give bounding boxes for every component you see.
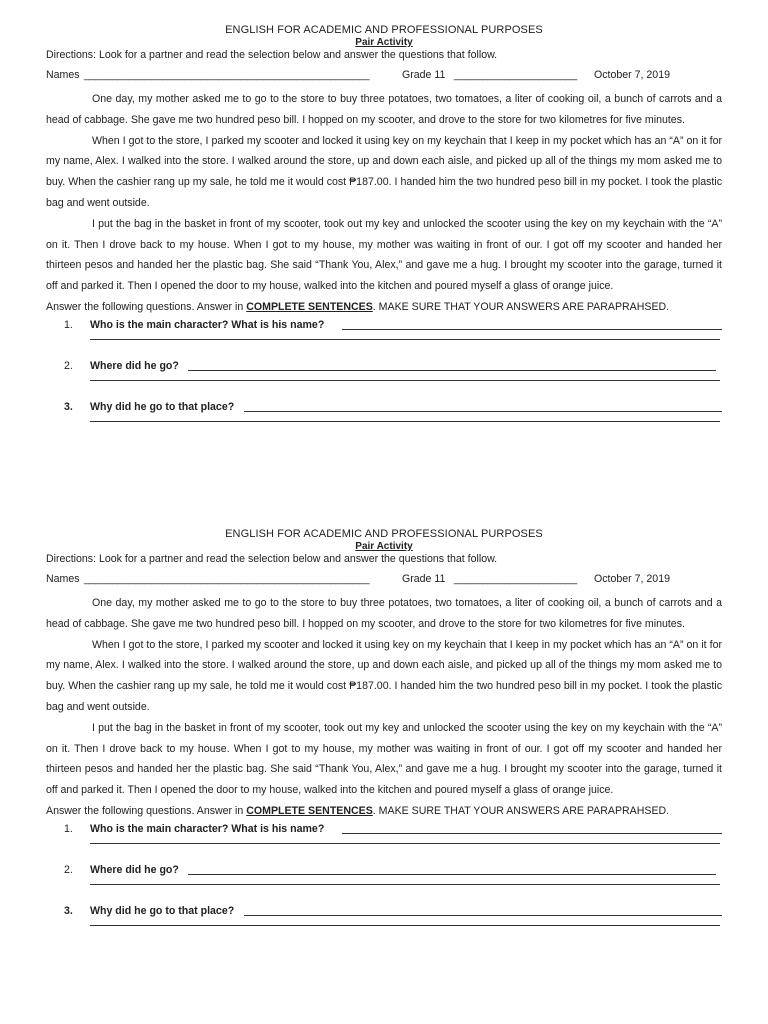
names-blank[interactable]: ___________________________________________________ xyxy=(84,69,370,81)
date-text: October 7, 2019 xyxy=(594,573,670,585)
question-item xyxy=(0,358,768,399)
story-text xyxy=(46,593,722,801)
answer-line[interactable] xyxy=(188,862,716,875)
question-item xyxy=(0,862,768,903)
worksheet-bottom xyxy=(0,528,768,944)
answer-line[interactable] xyxy=(90,925,720,926)
story-paragraph: One day, my mother asked me to go to the store to buy three potatoes, two tomatoes, a liter of cooking oil, a bunch of carrots and a head of cabbage. She gave me two hundred peso bill. I hopped on my scooter, and drove to the store for two kilometres for five minutes. xyxy=(46,597,722,630)
grade-label: Grade 11 xyxy=(402,573,446,585)
question-text: Who is the main character? What is his name? xyxy=(90,822,325,835)
names-label: Names xyxy=(46,573,80,585)
answer-line[interactable] xyxy=(90,339,720,340)
story-text xyxy=(46,89,722,297)
instructions-emphasis: COMPLETE SENTENCES xyxy=(246,804,373,817)
worksheet-subtitle: Pair Activity xyxy=(355,37,413,48)
question-text: Who is the main character? What is his name? xyxy=(90,318,325,331)
names-row xyxy=(0,69,768,89)
question-text: Why did he go to that place? xyxy=(90,904,235,917)
answer-line[interactable] xyxy=(90,421,720,422)
instructions-before: Answer the following questions. Answer in xyxy=(46,804,244,817)
instructions-after: . MAKE SURE THAT YOUR ANSWERS ARE PARAPRAHSED. xyxy=(372,804,670,817)
answer-line[interactable] xyxy=(342,317,722,330)
answer-line[interactable] xyxy=(90,380,720,381)
question-number: 1. xyxy=(64,822,73,835)
question-list xyxy=(0,821,768,944)
worksheet-subtitle: Pair Activity xyxy=(355,541,413,552)
answer-line[interactable] xyxy=(244,399,722,412)
question-number: 1. xyxy=(64,318,73,331)
question-item xyxy=(0,821,768,862)
names-blank[interactable]: ___________________________________________________ xyxy=(84,573,370,585)
question-item xyxy=(0,317,768,358)
answer-instructions xyxy=(46,298,768,317)
question-number: 2. xyxy=(64,359,73,372)
worksheet-title: ENGLISH FOR ACADEMIC AND PROFESSIONAL PURPOSES xyxy=(225,528,543,540)
question-list xyxy=(0,317,768,440)
worksheet-top xyxy=(0,24,768,440)
question-number: 3. xyxy=(64,904,73,917)
grade-blank[interactable]: ______________________ xyxy=(454,573,578,585)
answer-line[interactable] xyxy=(342,821,722,834)
story-paragraph: I put the bag in the basket in front of my scooter, took out my key and unlocked the scooter using the key on my keychain with the “A” on it. Then I drove back to my house. When I got to my house, my mother was waiting in front of our. I got off my scooter and handed her thirteen pesos and handed her the plastic bag. She said “Thank You, Alex,” and gave me a hug. I brought my scooter into the garage, turned it off and parked it. Then I opened the door to my house, walked into the kitchen and poured myself a glass of orange juice. xyxy=(46,217,722,293)
directions-text: Directions: Look for a partner and read the selection below and answer the questions that follow. xyxy=(46,49,498,61)
date-text: October 7, 2019 xyxy=(594,69,670,81)
answer-line[interactable] xyxy=(90,843,720,844)
question-item xyxy=(0,903,768,944)
answer-line[interactable] xyxy=(90,884,720,885)
worksheet-title: ENGLISH FOR ACADEMIC AND PROFESSIONAL PURPOSES xyxy=(225,24,543,36)
grade-label: Grade 11 xyxy=(402,69,446,81)
answer-line[interactable] xyxy=(188,358,716,371)
instructions-before: Answer the following questions. Answer in xyxy=(46,300,244,313)
question-text: Where did he go? xyxy=(90,863,179,876)
instructions-after: . MAKE SURE THAT YOUR ANSWERS ARE PARAPRAHSED. xyxy=(372,300,670,313)
story-paragraph: When I got to the store, I parked my scooter and locked it using key on my keychain that I keep in my pocket which has an “A” on it for my name, Alex. I walked into the store. I walked around the store, up and down each aisle, and picked up all of the things my mom asked me to buy. When the cashier rang up my sale, he told me it would cost ₱187.00. I handed him the two hundred peso bill in my pocket. I took the plastic bag and went outside. xyxy=(46,638,722,713)
grade-blank[interactable]: ______________________ xyxy=(454,69,578,81)
instructions-emphasis: COMPLETE SENTENCES xyxy=(246,300,373,313)
directions-text: Directions: Look for a partner and read the selection below and answer the questions that follow. xyxy=(46,553,498,565)
names-row xyxy=(0,573,768,593)
question-text: Why did he go to that place? xyxy=(90,400,235,413)
question-number: 3. xyxy=(64,400,73,413)
answer-line[interactable] xyxy=(244,903,722,916)
story-paragraph: When I got to the store, I parked my scooter and locked it using key on my keychain that I keep in my pocket which has an “A” on it for my name, Alex. I walked into the store. I walked around the store, up and down each aisle, and picked up all of the things my mom asked me to buy. When the cashier rang up my sale, he told me it would cost ₱187.00. I handed him the two hundred peso bill in my pocket. I took the plastic bag and went outside. xyxy=(46,134,722,209)
story-paragraph: One day, my mother asked me to go to the store to buy three potatoes, two tomatoes, a liter of cooking oil, a bunch of carrots and a head of cabbage. She gave me two hundred peso bill. I hopped on my scooter, and drove to the store for two kilometres for five minutes. xyxy=(46,93,722,126)
question-item xyxy=(0,399,768,440)
question-number: 2. xyxy=(64,863,73,876)
question-text: Where did he go? xyxy=(90,359,179,372)
names-label: Names xyxy=(46,69,80,81)
answer-instructions xyxy=(46,802,768,821)
story-paragraph: I put the bag in the basket in front of my scooter, took out my key and unlocked the scooter using the key on my keychain with the “A” on it. Then I drove back to my house. When I got to my house, my mother was waiting in front of our. I got off my scooter and handed her thirteen pesos and handed her the plastic bag. She said “Thank You, Alex,” and gave me a hug. I brought my scooter into the garage, turned it off and parked it. Then I opened the door to my house, walked into the kitchen and poured myself a glass of orange juice. xyxy=(46,721,722,797)
